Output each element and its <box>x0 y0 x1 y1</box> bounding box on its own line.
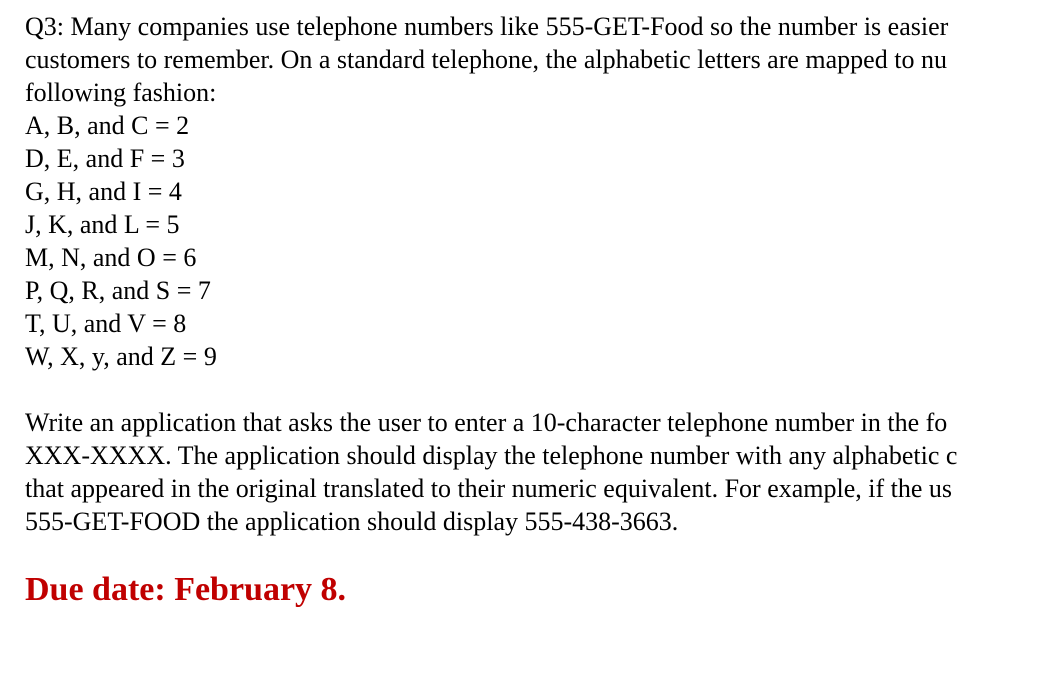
mapping-line-jkl: J, K, and L = 5 <box>25 210 180 239</box>
intro-line-1: Q3: Many companies use telephone numbers like 555-GET-Food so the number is easier <box>25 12 949 41</box>
mapping-line-def: D, E, and F = 3 <box>25 144 185 173</box>
intro-line-2: customers to remember. On a standard telephone, the alphabetic letters are mapped to nu <box>25 45 947 74</box>
paragraph-spacer <box>25 373 1049 406</box>
task-line-2: XXX-XXXX. The application should display the telephone number with any alphabetic c <box>25 441 958 470</box>
mapping-line-abc: A, B, and C = 2 <box>25 111 190 140</box>
mapping-line-wxyz: W, X, y, and Z = 9 <box>25 342 217 371</box>
due-date: Due date: February 8. <box>25 571 347 608</box>
intro-line-3: following fashion: <box>25 78 217 107</box>
mapping-line-tuv: T, U, and V = 8 <box>25 309 187 338</box>
mapping-line-pqrs: P, Q, R, and S = 7 <box>25 276 211 305</box>
task-line-4: 555-GET-FOOD the application should display 555-438-3663. <box>25 507 679 536</box>
mapping-line-ghi: G, H, and I = 4 <box>25 177 182 206</box>
mapping-line-mno: M, N, and O = 6 <box>25 243 197 272</box>
assignment-text <box>25 10 1049 610</box>
task-line-1: Write an application that asks the user to enter a 10-character telephone number in the fo <box>25 408 948 437</box>
task-line-3: that appeared in the original translated to their numeric equivalent. For example, if the us <box>25 474 953 503</box>
